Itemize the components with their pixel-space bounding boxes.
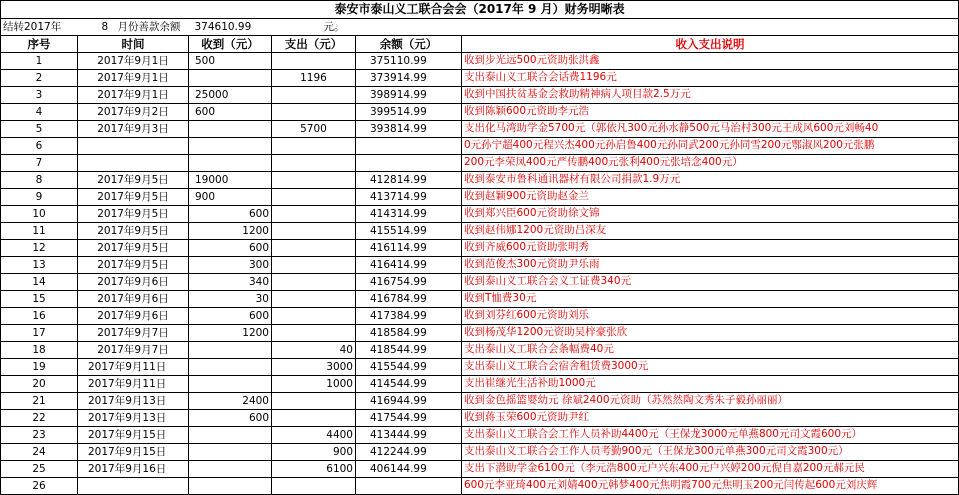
cell-date[interactable]: 2017年9月13日 (78, 410, 189, 427)
cell-no[interactable]: 22 (1, 410, 78, 427)
cell-income[interactable]: 600 (189, 308, 272, 325)
cell-balance[interactable] (356, 138, 462, 155)
table-row (1, 257, 959, 274)
cell-date[interactable]: 2017年9月7日 (78, 342, 189, 359)
cell-balance[interactable]: 373914.99 (356, 70, 462, 87)
cell-expense[interactable] (272, 325, 356, 342)
cell-expense[interactable] (272, 104, 356, 121)
cell-balance[interactable]: 412244.99 (356, 444, 462, 461)
cell-no[interactable]: 24 (1, 444, 78, 461)
sheet-title[interactable]: 泰安市泰山义工联合会会（2017年 9 月）财务明晰表 (1, 1, 959, 19)
cell-description[interactable] (462, 291, 959, 308)
cell-balance[interactable]: 416754.99 (356, 274, 462, 291)
cell-no[interactable]: 4 (1, 104, 78, 121)
table-row (1, 427, 959, 444)
cell-date[interactable]: 2017年9月1日 (78, 87, 189, 104)
cell-description[interactable] (462, 206, 959, 223)
cell-income[interactable]: 300 (189, 257, 272, 274)
cell-expense[interactable] (272, 138, 356, 155)
header-balance[interactable]: 余额（元） (356, 36, 462, 53)
description-text: 支出泰山义工联合会工作人员补助4400元（王保龙3000元单燕800元司文霞600元） (464, 428, 863, 440)
cell-date[interactable]: 2017年9月15日 (78, 427, 189, 444)
description-text: 收到刘芬红600元资助刘乐 (464, 309, 590, 321)
description-text: 0元孙宁超400元程兴杰400元孙启鲁400元孙同武200元孙同雪200元鄂淑风200元张鹏 (464, 139, 875, 151)
cell-expense[interactable]: 4400 (272, 427, 356, 444)
cell-balance[interactable]: 418544.99 (356, 342, 462, 359)
cell-date[interactable] (78, 138, 189, 155)
table-row (1, 308, 959, 325)
cell-balance[interactable]: 375110.99 (356, 53, 462, 70)
cell-income[interactable]: 1200 (189, 223, 272, 240)
header-date[interactable]: 时间 (78, 36, 189, 53)
cell-date[interactable]: 2017年9月1日 (78, 53, 189, 70)
cell-no[interactable]: 5 (1, 121, 78, 138)
table-row (1, 342, 959, 359)
table-row (1, 359, 959, 376)
cell-balance[interactable]: 417384.99 (356, 308, 462, 325)
cell-date[interactable]: 2017年9月5日 (78, 189, 189, 206)
cell-income[interactable]: 25000 (189, 87, 272, 104)
cell-income[interactable]: 600 (189, 240, 272, 257)
table-row (1, 223, 959, 240)
description-text: 收到中国扶贫基金会救助精神病人项目款2.5万元 (464, 88, 691, 100)
cell-no[interactable]: 2 (1, 70, 78, 87)
description-text: 600元李亚琦400元刘婧400元韩梦400元焦明霞700元焦明玉200元闫传起600元刘庆辉 (464, 479, 878, 491)
cell-balance[interactable]: 417544.99 (356, 410, 462, 427)
cell-description[interactable] (462, 393, 959, 410)
header-row (1, 36, 959, 53)
cell-expense[interactable] (272, 189, 356, 206)
cell-balance[interactable]: 399514.99 (356, 104, 462, 121)
cell-no[interactable]: 8 (1, 172, 78, 189)
table-row (1, 376, 959, 393)
table-row (1, 393, 959, 410)
cell-income[interactable] (189, 155, 272, 172)
cell-balance[interactable]: 416784.99 (356, 291, 462, 308)
cell-no[interactable]: 9 (1, 189, 78, 206)
cell-balance[interactable]: 414544.99 (356, 376, 462, 393)
cell-date[interactable]: 2017年9月5日 (78, 223, 189, 240)
cell-balance[interactable]: 415544.99 (356, 359, 462, 376)
description-text: 收到泰山义工联合会义工证费340元 (464, 275, 632, 287)
cell-balance[interactable]: 418584.99 (356, 325, 462, 342)
cell-no[interactable]: 20 (1, 376, 78, 393)
cell-no[interactable]: 21 (1, 393, 78, 410)
cell-date[interactable]: 2017年9月13日 (78, 393, 189, 410)
title-row (1, 1, 959, 19)
cell-description[interactable] (462, 478, 959, 495)
header-description[interactable]: 收入支出说明 (462, 36, 959, 53)
cell-no[interactable]: 25 (1, 461, 78, 478)
cell-expense[interactable] (272, 257, 356, 274)
cell-expense[interactable]: 5700 (272, 121, 356, 138)
cell-description[interactable] (462, 121, 959, 138)
cell-income[interactable] (189, 342, 272, 359)
cell-date[interactable]: 2017年9月5日 (78, 172, 189, 189)
cell-description[interactable] (462, 104, 959, 121)
description-text: 支出泰山义工联合会宿舍租赁费3000元 (464, 360, 649, 372)
carry-over-month: 8 (101, 20, 109, 33)
cell-description[interactable] (462, 87, 959, 104)
cell-expense[interactable] (272, 53, 356, 70)
cell-date[interactable]: 2017年9月3日 (78, 121, 189, 138)
cell-income[interactable]: 340 (189, 274, 272, 291)
description-text: 收到陈颖600元资助李元浩 (464, 105, 590, 117)
cell-description[interactable] (462, 240, 959, 257)
cell-balance[interactable]: 412814.99 (356, 172, 462, 189)
cell-expense[interactable]: 1000 (272, 376, 356, 393)
cell-balance[interactable]: 413714.99 (356, 189, 462, 206)
carry-over-text: 月份善款余额 (117, 20, 181, 33)
table-row (1, 461, 959, 478)
description-text: 收到郑兴臣600元资助徐文锦 (464, 207, 600, 219)
description-text: 收到金色摇篮婴幼元 徐斌2400元资助（苏然然陶文秀朱子毅孙丽丽） (464, 394, 789, 406)
carry-over-amount[interactable]: 374610.99 (189, 19, 272, 36)
cell-description[interactable] (462, 444, 959, 461)
cell-balance[interactable]: 416114.99 (356, 240, 462, 257)
cell-description[interactable] (462, 461, 959, 478)
cell-no[interactable]: 14 (1, 274, 78, 291)
description-text: 收到步光远500元资助张洪鑫 (464, 54, 600, 66)
cell-income[interactable]: 600 (189, 206, 272, 223)
description-text: 收到齐威600元资助张明秀 (464, 241, 590, 253)
cell-description[interactable] (462, 189, 959, 206)
cell-balance[interactable]: 416944.99 (356, 393, 462, 410)
cell-income[interactable]: 600 (189, 410, 272, 427)
cell-balance[interactable]: 413444.99 (356, 427, 462, 444)
table-row (1, 410, 959, 427)
cell-expense[interactable] (272, 410, 356, 427)
carry-over-unit[interactable]: 元。 (272, 19, 356, 36)
table-row (1, 121, 959, 138)
table-row (1, 291, 959, 308)
description-text: 支出泰山义工联合会条幅费40元 (464, 343, 614, 355)
cell-income[interactable] (189, 461, 272, 478)
cell-no[interactable]: 26 (1, 478, 78, 495)
description-text: 收到泰安市鲁科通讯器材有限公司捐款1.9万元 (464, 173, 681, 185)
cell-description[interactable] (462, 274, 959, 291)
cell-expense[interactable] (272, 308, 356, 325)
cell-description[interactable] (462, 325, 959, 342)
cell-income[interactable] (189, 478, 272, 495)
cell-expense[interactable] (272, 155, 356, 172)
carry-over-blank-5[interactable] (356, 19, 462, 36)
cell-no[interactable]: 6 (1, 138, 78, 155)
cell-income[interactable] (189, 444, 272, 461)
description-text: 支出泰山义工联合会工作人员考勤900元（王保龙300元单燕300元司文霞300元） (464, 445, 849, 457)
cell-date[interactable]: 2017年9月5日 (78, 257, 189, 274)
cell-balance[interactable]: 414314.99 (356, 206, 462, 223)
cell-date[interactable]: 2017年9月11日 (78, 359, 189, 376)
cell-income[interactable]: 900 (189, 189, 272, 206)
description-text: 支出泰山义工联合会话费1196元 (464, 71, 617, 83)
table-row (1, 172, 959, 189)
cell-expense[interactable] (272, 393, 356, 410)
cell-expense[interactable] (272, 206, 356, 223)
cell-expense[interactable] (272, 478, 356, 495)
description-text: 收到赵伟娜1200元资助吕深友 (464, 224, 607, 236)
cell-date[interactable]: 2017年9月1日 (78, 70, 189, 87)
cell-date[interactable]: 2017年9月6日 (78, 291, 189, 308)
description-text: 支出下潜助学金6100元（李元浩800元户兴东400元户兴婷200元倪自嘉200元郝元民 (464, 462, 865, 474)
table-row (1, 53, 959, 70)
carry-over-row (1, 19, 959, 36)
cell-income[interactable] (189, 138, 272, 155)
cell-date[interactable]: 2017年9月11日 (78, 376, 189, 393)
cell-income[interactable] (189, 359, 272, 376)
carry-over-month-cell[interactable] (78, 19, 189, 36)
table-row (1, 478, 959, 495)
cell-no[interactable]: 10 (1, 206, 78, 223)
cell-income[interactable] (189, 376, 272, 393)
cell-date[interactable]: 2017年9月5日 (78, 240, 189, 257)
cell-no[interactable]: 3 (1, 87, 78, 104)
cell-description[interactable] (462, 172, 959, 189)
cell-no[interactable]: 18 (1, 342, 78, 359)
cell-date[interactable]: 2017年9月6日 (78, 308, 189, 325)
cell-date[interactable] (78, 155, 189, 172)
cell-balance[interactable]: 393814.99 (356, 121, 462, 138)
description-text: 支出崔继光生活补助1000元 (464, 377, 596, 389)
cell-expense[interactable] (272, 223, 356, 240)
cell-description[interactable] (462, 223, 959, 240)
cell-no[interactable]: 19 (1, 359, 78, 376)
cell-description[interactable] (462, 70, 959, 87)
cell-income[interactable]: 1200 (189, 325, 272, 342)
table-row (1, 155, 959, 172)
description-text: 收到杨茂华1200元资助吴梓豪张欣 (464, 326, 628, 338)
cell-income[interactable]: 2400 (189, 393, 272, 410)
cell-income[interactable]: 30 (189, 291, 272, 308)
cell-balance[interactable] (356, 478, 462, 495)
cell-expense[interactable]: 1196 (272, 70, 356, 87)
cell-expense[interactable] (272, 87, 356, 104)
cell-date[interactable]: 2017年9月2日 (78, 104, 189, 121)
cell-balance[interactable]: 398914.99 (356, 87, 462, 104)
table-row (1, 104, 959, 121)
cell-date[interactable] (78, 478, 189, 495)
table-row (1, 70, 959, 87)
cell-expense[interactable] (272, 274, 356, 291)
cell-no[interactable]: 7 (1, 155, 78, 172)
cell-date[interactable]: 2017年9月6日 (78, 274, 189, 291)
cell-description[interactable] (462, 410, 959, 427)
cell-income[interactable] (189, 121, 272, 138)
cell-expense[interactable]: 3000 (272, 359, 356, 376)
cell-income[interactable]: 19000 (189, 172, 272, 189)
table-row (1, 189, 959, 206)
table-row (1, 138, 959, 155)
description-text: 收到范俊杰300元资助尹乐雨 (464, 258, 600, 270)
description-text: 200元李荣凤400元严传鹏400元张利400元张培念400元） (464, 156, 743, 168)
table-row (1, 444, 959, 461)
table-row (1, 87, 959, 104)
cell-description[interactable] (462, 308, 959, 325)
cell-balance[interactable]: 406144.99 (356, 461, 462, 478)
cell-balance[interactable]: 415514.99 (356, 223, 462, 240)
cell-expense[interactable] (272, 172, 356, 189)
cell-no[interactable]: 23 (1, 427, 78, 444)
cell-date[interactable]: 2017年9月15日 (78, 444, 189, 461)
description-text: 支出化马湾助学金5700元（郭依凡300元孙水静500元马治村300元王成风600元刘畅40 (464, 122, 879, 134)
cell-no[interactable]: 13 (1, 257, 78, 274)
description-text: 收到赵颖900元资助赵金兰 (464, 190, 590, 202)
cell-date[interactable]: 2017年9月16日 (78, 461, 189, 478)
cell-no[interactable]: 12 (1, 240, 78, 257)
cell-income[interactable] (189, 70, 272, 87)
cell-balance[interactable] (356, 155, 462, 172)
cell-description[interactable] (462, 376, 959, 393)
header-expense[interactable]: 支出（元） (272, 36, 356, 53)
cell-no[interactable]: 11 (1, 223, 78, 240)
cell-date[interactable]: 2017年9月5日 (78, 206, 189, 223)
table-row (1, 240, 959, 257)
cell-income[interactable]: 600 (189, 104, 272, 121)
cell-date[interactable]: 2017年9月7日 (78, 325, 189, 342)
cell-description[interactable] (462, 342, 959, 359)
table-row (1, 206, 959, 223)
header-income[interactable]: 收到（元） (189, 36, 272, 53)
cell-no[interactable]: 16 (1, 308, 78, 325)
header-no[interactable]: 序号 (1, 36, 78, 53)
cell-description[interactable] (462, 257, 959, 274)
cell-income[interactable] (189, 427, 272, 444)
cell-expense[interactable]: 6100 (272, 461, 356, 478)
cell-balance[interactable]: 416414.99 (356, 257, 462, 274)
cell-description[interactable] (462, 427, 959, 444)
cell-expense[interactable]: 40 (272, 342, 356, 359)
table-row (1, 325, 959, 342)
cell-no[interactable]: 15 (1, 291, 78, 308)
cell-no[interactable]: 17 (1, 325, 78, 342)
cell-expense[interactable]: 900 (272, 444, 356, 461)
carry-over-blank-6[interactable] (462, 19, 959, 36)
description-text: 收到蒋玉荣600元资助尹红 (464, 411, 590, 423)
cell-description[interactable] (462, 53, 959, 70)
cell-expense[interactable] (272, 240, 356, 257)
cell-description[interactable] (462, 138, 959, 155)
table-row (1, 274, 959, 291)
cell-description[interactable] (462, 359, 959, 376)
cell-income[interactable]: 500 (189, 53, 272, 70)
cell-description[interactable] (462, 155, 959, 172)
description-text: 收到T恤费30元 (464, 292, 537, 304)
cell-expense[interactable] (272, 291, 356, 308)
carry-over-label[interactable]: 结转2017年 (1, 19, 78, 36)
cell-no[interactable]: 1 (1, 53, 78, 70)
